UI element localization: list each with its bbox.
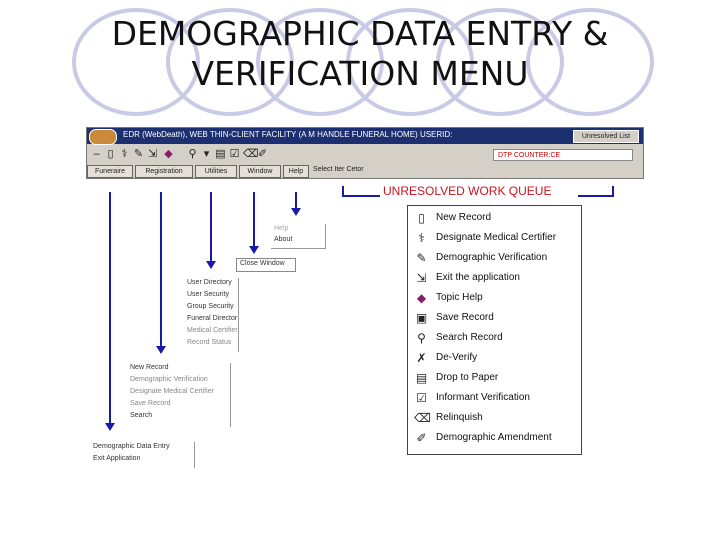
queue-item-label: Exit the application (436, 272, 520, 283)
queue-item-demographic-verification[interactable] (408, 249, 581, 269)
arrow-funeraire (109, 192, 111, 424)
relinquish-icon[interactable]: ⌫ (243, 148, 259, 160)
queue-item-label: Topic Help (436, 292, 483, 303)
menu-registration[interactable]: Registration (135, 165, 193, 178)
queue-item-label: Save Record (436, 312, 494, 323)
binoculars-icon: ⚲ (417, 331, 426, 345)
menu-funeraire[interactable]: Funeraire (87, 165, 133, 178)
queue-item-demographic-amendment[interactable] (408, 429, 581, 449)
new-record-icon[interactable]: ▯ (107, 148, 114, 160)
registration-menu-item[interactable]: Search (130, 412, 153, 419)
menu-window[interactable]: Window (239, 165, 281, 178)
help-menu-item-help[interactable]: Help (274, 225, 289, 232)
certifier-icon: ⚕ (418, 231, 425, 245)
queue-item-relinquish[interactable] (408, 409, 581, 429)
registration-menu-item[interactable]: Designate Medical Certifier (130, 388, 215, 395)
floppy-disk-icon: ▣ (415, 311, 428, 325)
informant-icon[interactable]: ☑ (229, 148, 240, 160)
help-book-icon: ◆ (416, 291, 427, 305)
app-menubar (87, 165, 643, 178)
queue-bracket-left (342, 186, 380, 197)
funeraire-menu-item[interactable]: Demographic Data Entry (93, 443, 170, 450)
help-menu-item-about[interactable]: About (274, 236, 293, 243)
queue-item-de-verify[interactable] (408, 349, 581, 369)
relinquish-icon: ⌫ (414, 411, 431, 425)
arrowhead-window (249, 246, 259, 254)
search-icon[interactable]: ⚲ (188, 148, 197, 160)
minus-icon[interactable]: – (93, 148, 100, 160)
registration-menu-item[interactable]: Demographic Verification (130, 376, 208, 383)
verification-icon[interactable]: ✎ (133, 148, 144, 160)
utilities-menu-item[interactable]: User Directory (187, 279, 232, 286)
arrowhead-funeraire (105, 423, 115, 431)
utilities-menu-item[interactable]: Record Status (187, 339, 232, 346)
informant-icon: ☑ (416, 391, 427, 405)
window-menu-item-close[interactable]: Close Window (240, 260, 285, 267)
queue-item-informant-verification[interactable] (408, 389, 581, 409)
unresolved-list-button[interactable]: Unresolved List (573, 130, 639, 143)
queue-item-label: Drop to Paper (436, 372, 499, 383)
app-title: EDR (WebDeath), WEB THIN-CLIENT FACILITY (A M HANDLE FUNERAL HOME) USERID: (123, 130, 453, 139)
queue-item-label: Demographic Amendment (436, 432, 552, 443)
amendment-icon: ✐ (416, 431, 427, 445)
exit-icon[interactable]: ⇲ (147, 148, 158, 160)
slide-title (0, 14, 720, 94)
queue-item-exit-application[interactable] (408, 269, 581, 289)
slide-title-line-2: VERIFICATION MENU (191, 54, 529, 93)
certifier-icon[interactable]: ⚕ (121, 148, 128, 160)
queue-item-new-record[interactable] (408, 209, 581, 229)
dropdown-icon[interactable]: ▾ (203, 148, 210, 160)
queue-item-label: New Record (436, 212, 492, 223)
queue-item-save-record[interactable] (408, 309, 581, 329)
verification-icon: ✎ (416, 251, 427, 265)
paper-icon[interactable]: ▤ (215, 148, 226, 160)
queue-item-designate-medical-certifier[interactable] (408, 229, 581, 249)
queue-item-label: Demographic Verification (436, 252, 548, 263)
queue-item-topic-help[interactable] (408, 289, 581, 309)
funeraire-menu-item[interactable]: Exit Application (93, 455, 141, 462)
queue-item-label: Relinquish (436, 412, 483, 423)
arrowhead-utilities (206, 261, 216, 269)
select-label: Select Iter Cetor (313, 166, 364, 173)
work-queue-panel (407, 205, 582, 455)
arrowhead-help (291, 208, 301, 216)
menu-help[interactable]: Help (283, 165, 309, 178)
utilities-menu-item[interactable]: Funeral Director (187, 315, 238, 322)
arrow-window (253, 192, 255, 247)
slide-title-line-1: DEMOGRAPHIC DATA ENTRY & (111, 14, 609, 53)
utilities-menu (184, 278, 239, 352)
registration-menu-item[interactable]: New Record (130, 364, 169, 371)
queue-item-drop-to-paper[interactable] (408, 369, 581, 389)
arrow-utilities (210, 192, 212, 262)
app-titlebar (87, 128, 643, 144)
queue-title: UNRESOLVED WORK QUEUE (383, 184, 552, 198)
help-menu (271, 224, 326, 249)
window-menu (236, 258, 296, 272)
app-window (86, 127, 644, 179)
queue-item-label: De-Verify (436, 352, 478, 363)
status-field: DTP COUNTER:CE (493, 149, 633, 161)
app-toolbar (87, 145, 643, 165)
arrow-registration (160, 192, 162, 347)
queue-item-label: Search Record (436, 332, 503, 343)
app-logo (89, 129, 117, 145)
paper-drop-icon: ▤ (415, 371, 428, 385)
queue-item-label: Informant Verification (436, 392, 530, 403)
queue-item-search-record[interactable] (408, 329, 581, 349)
queue-bracket-right (578, 186, 614, 197)
amendment-icon[interactable]: ✐ (257, 148, 268, 160)
registration-menu-item[interactable]: Save Record (130, 400, 171, 407)
arrowhead-registration (156, 346, 166, 354)
utilities-menu-item[interactable]: User Security (187, 291, 230, 298)
menu-utilities[interactable]: Utilities (195, 165, 237, 178)
arrow-help (295, 192, 297, 209)
help-book-icon[interactable]: ◆ (164, 148, 173, 160)
funeraire-menu (90, 442, 195, 468)
queue-item-label: Designate Medical Certifier (436, 232, 557, 243)
deverify-icon: ✗ (416, 351, 427, 365)
exit-door-icon: ⇲ (416, 271, 427, 285)
document-icon: ▯ (418, 211, 425, 225)
utilities-menu-item[interactable]: Medical Certifier (187, 327, 238, 334)
registration-menu (127, 363, 231, 427)
utilities-menu-item[interactable]: Group Security (187, 303, 234, 310)
